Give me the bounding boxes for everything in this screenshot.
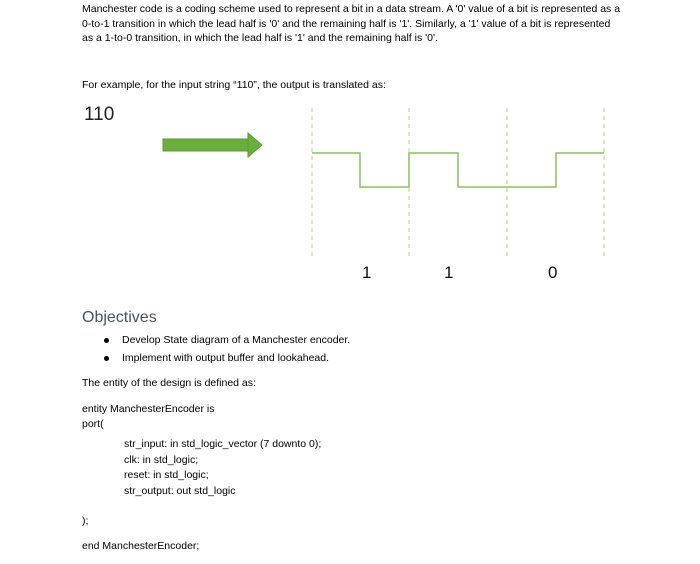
bit-label: 1 (362, 263, 372, 282)
objectives-list (104, 332, 350, 367)
port-line: reset: in std_logic; (124, 469, 209, 481)
entity-declaration: entity ManchesterEncoder is (82, 403, 215, 415)
port-line: str_input: in std_logic_vector (7 downto 0); (124, 438, 322, 450)
manchester-waveform-line (312, 153, 604, 187)
bit-label: 0 (548, 263, 558, 282)
port-line: str_output: out std_logic (124, 484, 236, 497)
intro-paragraph: Manchester code is a coding scheme used to represent a bit in a data stream. A '0' value of a bit is represented as a 0-to-1 transition in which the lead half is '0' and the remaining half is '1'. Similarly, a '1' value of a bit is represented as a 1-to-0 transition, in which the lead half is '1' and the remaining half is '0'. (82, 3, 621, 45)
example-sentence: For example, for the input string “110”, the output is translated as: (82, 79, 386, 91)
entity-end: end ManchesterEncoder; (82, 540, 200, 552)
objective-item: Develop State diagram of a Manchester encoder. (104, 332, 350, 350)
example-input-string: 110 (84, 104, 115, 125)
arrow-icon (163, 133, 262, 157)
objective-item: Implement with output buffer and lookahead. (104, 350, 350, 368)
entity-intro-text: The entity of the design is defined as: (82, 377, 256, 389)
port-list (124, 437, 321, 499)
port-line: clk: in std_logic; (124, 453, 199, 466)
bit-label: 1 (444, 263, 454, 282)
port-close: ); (82, 515, 89, 527)
port-open: port( (82, 418, 104, 430)
objectives-heading: Objectives (82, 309, 157, 326)
